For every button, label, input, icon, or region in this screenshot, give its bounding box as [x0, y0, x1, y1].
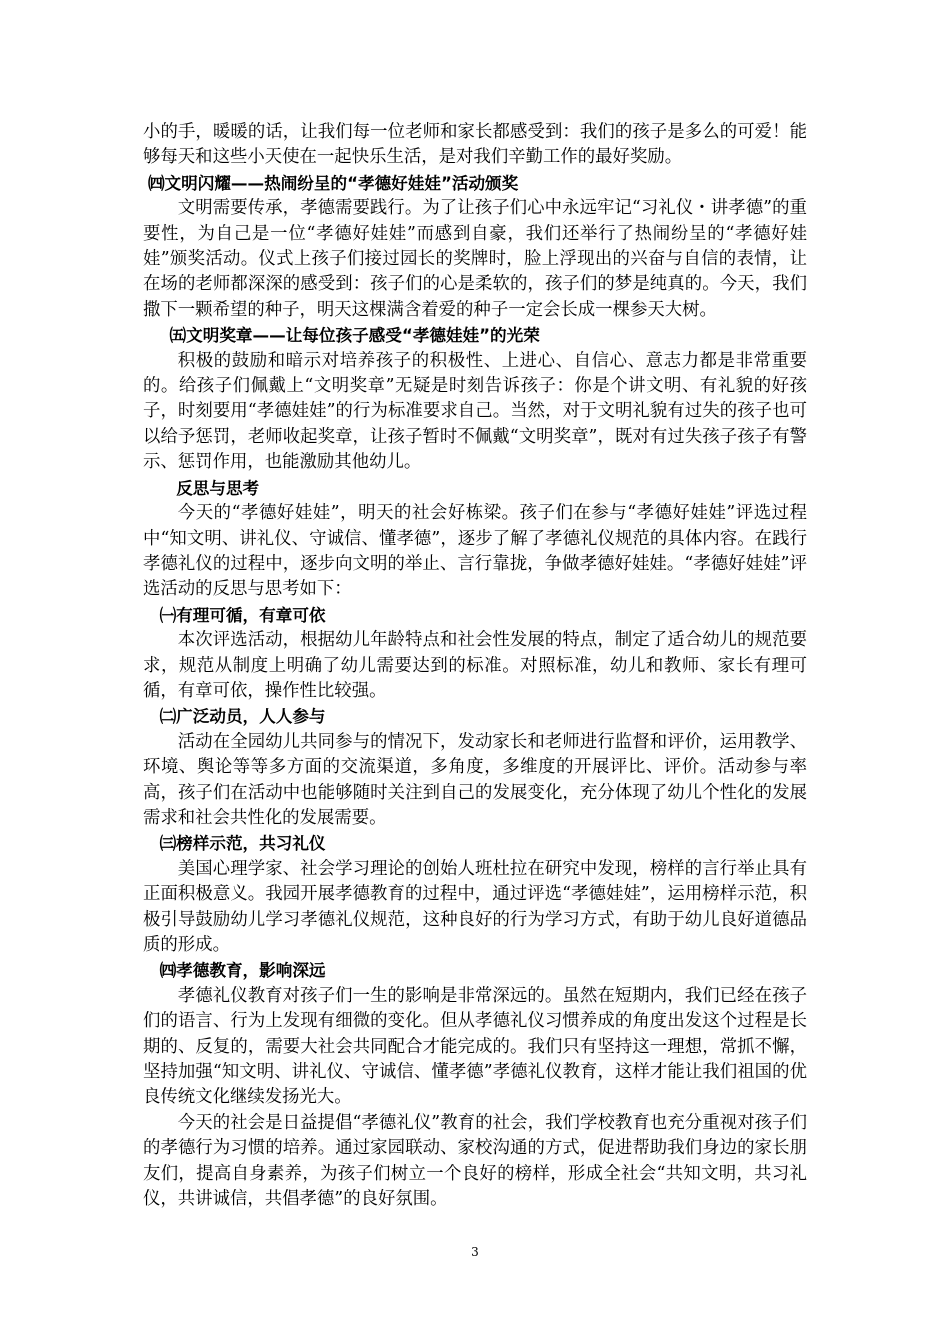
paragraph-reflection-intro: 今天的“孝德好娃娃”，明天的社会好栋梁。孩子们在参与“孝德好娃娃”评选过程中“知文明、讲礼仪、守诚信、懂孝德”，逐步了解了孝德礼仪规范的具体内容。在践行孝德礼仪的过程中，逐步向文明的举止、言行靠拢，争做孝德好娃娃。“孝德好娃娃”评选活动的反思与思考如下：: [143, 503, 807, 600]
page-number: 3: [471, 1245, 479, 1259]
subheading-rules: ㈠有理可循，有章可依: [159, 605, 326, 625]
section-heading-civility-medal: ㈤文明奖章——让每位孩子感受“孝德娃娃”的光荣: [169, 326, 540, 346]
paragraph-civility-medal: 积极的鼓励和暗示对培养孩子的积极性、上进心、自信心、意志力都是非常重要的。给孩子们佩戴上“文明奖章”无疑是时刻告诉孩子：你是个讲文明、有礼貌的好孩子，时刻要用“孝德娃娃”的行为标准要求自己。当然，对于文明礼貌有过失的孩子也可以给予惩罚，老师收起奖章，让孩子暂时不佩戴“文明奖章”，既对有过失孩子孩子有警示、惩罚作用，也能激励其他幼儿。: [143, 350, 807, 473]
paragraph-continued: 小的手，暖暖的话，让我们每一位老师和家长都感受到：我们的孩子是多么的可爱！能够每天和这些小天使在一起快乐生活，是对我们辛勤工作的最好奖励。: [143, 122, 807, 168]
paragraph-rules: 本次评选活动，根据幼儿年龄特点和社会性发展的特点，制定了适合幼儿的规范要求，规范从制度上明确了幼儿需要达到的标准。对照标准，幼儿和教师、家长有理可循，有章可依，操作性比较强。: [143, 630, 807, 701]
paragraph-filial-education: 孝德礼仪教育对孩子们一生的影响是非常深远的。虽然在短期内，我们已经在孩子们的语言、行为上发现有细微的变化。但从孝德礼仪习惯养成的角度出发这个过程是长期的、反复的，需要大社会共同配合才能完成的。我们只有坚持这一理想，常抓不懈，坚持加强“知文明、讲礼仪、守诚信、懂孝德”孝德礼仪教育，这样才能让我们祖国的优良传统文化继续发扬光大。: [143, 985, 807, 1108]
section-heading-reflection: 反思与思考: [176, 478, 260, 498]
paragraph-role-model: 美国心理学家、社会学习理论的创始人班杜拉在研究中发现，榜样的言行举止具有正面积极意义。我园开展孝德教育的过程中，通过评选“孝德娃娃”，运用榜样示范，积极引导鼓励幼儿学习孝德礼仪规范，这种良好的行为学习方式，有助于幼儿良好道德品质的形成。: [143, 858, 807, 955]
paragraph-award-ceremony: 文明需要传承，孝德需要践行。为了让孩子们心中永远牢记“习礼仪・讲孝德”的重要性，为自己是一位“孝德好娃娃”而感到自豪，我们还举行了热闹纷呈的“孝德好娃娃”颁奖活动。仪式上孩子们接过园长的奖牌时，脸上浮现出的兴奋与自信的表情，让在场的老师都深深的感受到：孩子们的心是柔软的，孩子们的梦是纯真的。今天，我们撒下一颗希望的种子，明天这棵满含着爱的种子一定会长成一棵参天大树。: [143, 198, 807, 320]
subheading-role-model: ㈢榜样示范，共习礼仪: [159, 834, 326, 854]
subheading-participation: ㈡广泛动员，人人参与: [159, 707, 326, 727]
paragraph-conclusion: 今天的社会是日益提倡“孝德礼仪”教育的社会，我们学校教育也充分重视对孩子们的孝德行为习惯的培养。通过家园联动、家校沟通的方式，促进帮助我们身边的家长朋友们，提高自身素养，为孩子们树立一个良好的榜样，形成全社会“共知文明，共习礼仪，共讲诚信，共倡孝德”的良好氛围。: [143, 1112, 807, 1210]
section-heading-award-ceremony: ㈣文明闪耀——热闹纷呈的“孝德好娃娃”活动颁奖: [147, 173, 519, 193]
subheading-filial-education: ㈣孝德教育，影响深远: [159, 961, 326, 981]
paragraph-participation: 活动在全园幼儿共同参与的情况下，发动家长和老师进行监督和评价，运用教学、环境、舆论等等多方面的交流渠道，多角度，多维度的开展评比、评价。活动参与率高，孩子们在活动中也能够随时关注到自己的发展变化，充分体现了幼儿个性化的发展需求和社会共性化的发展需要。: [143, 731, 807, 828]
document-page: [143, 120, 807, 1212]
